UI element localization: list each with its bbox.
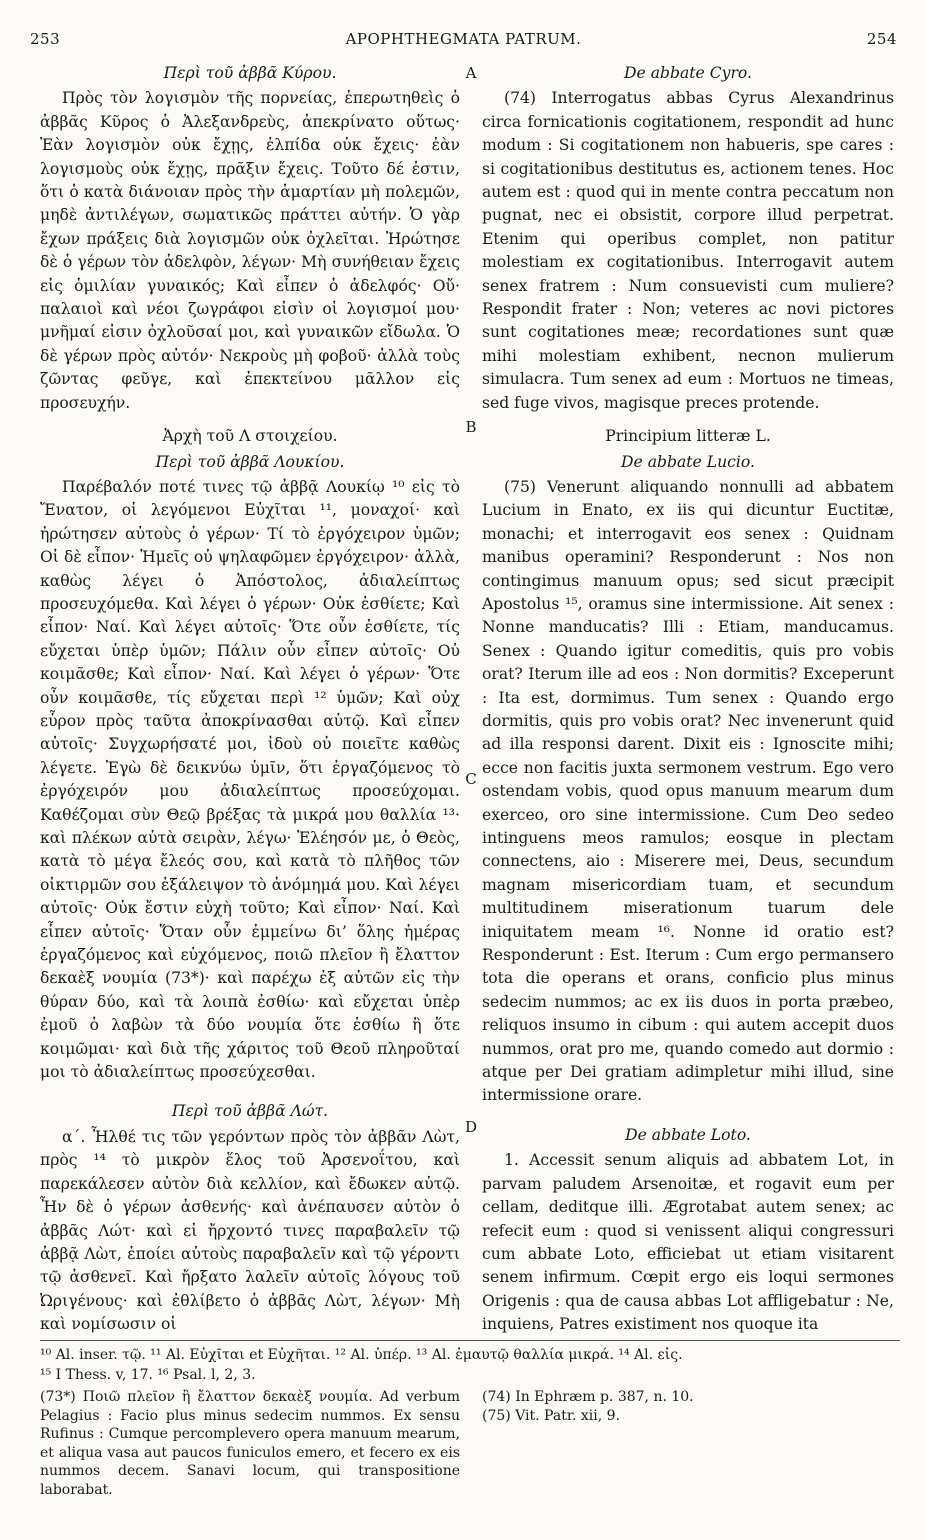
note-74: (74) In Ephræm p. 387, n. 10. xyxy=(482,1389,694,1405)
paragraph-cyrus-greek: Πρὸς τὸν λογισμὸν τῆς πορνείας, ἐπερωτηθεὶς ὁ ἀββᾶς Κῦρος ὁ Ἀλεξανδρεὺς, ἀπεκρίνατο οὕτως· Ἐὰν λογισμὸν οὐκ ἔχῃς, ἐλπίδα οὐκ ἔχεις· ἐὰν λογισμοὺς οὐκ ἔχῃς, πρᾶξιν ἔχεις. Τοῦτο δέ ἐστιν, ὅτι ὁ κατὰ διάνοιαν πρὸς τὴν ἁμαρτίαν μὴ πολεμῶν, μηδὲ ἀντιλέγων, σωματικῶς πράττει αὐτήν. Ὁ γὰρ ἔχων πράξεις διὰ λογισμῶν οὐκ ὀχλεῖται. Ἠρώτησε δὲ ὁ γέρων τὸν ἀδελφὸν, λέγων· Μὴ συνήθειαν ἔχεις εἰς ὁμιλίαν γυναικός; Καὶ εἶπεν ὁ ἀδελφός· Οὔ· παλαιοὶ καὶ νέοι ζωγράφοι εἰσὶν οἱ λογισμοί μου· μνῆμαί εἰσιν ὀχλοῦσαί μοι, καὶ γυναικῶν εἴδωλα. Ὁ δὲ γέρων πρὸς αὐτόν· Νεκροὺς μὴ φοβοῦ· ἀλλὰ τοὺς ζῶντας φεῦγε, καὶ ἐπεκτείνου μᾶλλον εἰς προσευχήν. xyxy=(40,89,460,412)
paragraph-lucius-latin: (75) Venerunt aliquando nonnulli ad abbatem Lucium in Enato, ex iis qui dicuntur Euctitæ, monachi; et interrogavit eos senex : Quidnam manibus operamini? Responderunt : Nos non contingimus manuum opus; sed sicut præcipit Apostolus ¹⁵, oramus sine intermissione. Ait senex : Nonne manducatis? Illi : Etiam, manducamus. Senex : Quando igitur comeditis, quis pro vobis orat? Iterum ille ad eos : Non dormitis? Exceperunt : Ita est, dormimus. Tum senex : Quando ergo dormitis, quis pro vobis orat? Nec invenerunt quid ad illa responsi darent. Dixit eis : Ignoscite mihi; ecce non facitis juxta sermonem vestrum. Ego vero ostendam vobis, quod opus manuum mearum dum exerceo, oro sine intermissione. Cum Deo sedeo intinguens meos ramulos; eosque in plectam connectens, aio : Miserere mei, Deus, secundum magnam misericordiam tuam, et secundum multitudinem miserationum tuarum dele iniquitatem meam ¹⁶. Nonne id oratio est? Responderunt : Est. Iterum : Cum ergo permansero tota die operans et orans, conficio plus minus sedecim nummos; ac ex iis duos in porta præbeo, reliquos insumo in cibum : qui autem accepit duos nummos, orat pro me, quando comedo aut dormio : atque per Dei gratiam adimpletur mihi illud, sine intermissione orare. xyxy=(482,477,894,1105)
heading-cyrus-greek: Περὶ τοῦ ἀββᾶ Κύρου. xyxy=(163,64,337,82)
heading-lucius-greek: Περὶ τοῦ ἀββᾶ Λουκίου. xyxy=(155,452,345,471)
note-73: (73*) Ποιῶ πλεῖον ἢ ἔλαττον δεκαὲξ νουμία. Ad verbum Pelagius : Facio plus minus sedecim nummos. Ex sensu Rufinus : Cumque percomplevero opera manuum mearum, et aliqua vasa aut paucos funiculos emero, et fecero ex eis nummos decem. Sanavi locum, qui transpositione laborabat. xyxy=(40,1389,460,1498)
footnote-rule xyxy=(40,1340,900,1341)
paragraph-lucius-greek: Παρέβαλόν ποτέ τινες τῷ ἀββᾷ Λουκίῳ ¹⁰ εἰς τὸ Ἔνατον, οἱ λεγόμενοι Εὐχῖται ¹¹, μοναχοί· καὶ ἠρώτησεν αὐτοὺς ὁ γέρων· Τί τὸ ἐργόχειρον ὑμῶν; Οἱ δὲ εἶπον· Ἡμεῖς οὐ ψηλαφῶμεν ἐργόχειρον· ἀλλὰ, καθὼς λέγει ὁ Ἀπόστολος, ἀδιαλείπτως προσευχόμεθα. Καὶ λέγει ὁ γέρων· Οὐκ ἐσθίετε; Καὶ εἶπον· Ναί. Καὶ λέγει αὐτοῖς· Ὅτε οὖν ἐσθίετε, τίς εὔχεται ὑπὲρ ὑμῶν; Πάλιν οὖν εἶπεν αὐτοῖς· Οὐ κοιμᾶσθε; Καὶ εἶπον· Ναί. Καὶ λέγει ὁ γέρων· Ὅτε οὖν κοιμᾶσθε, τίς εὔχεται περὶ ¹² ὑμῶν; Καὶ οὐχ εὗρον πρὸς ταῦτα ἀποκρίνασθαι αὐτῷ. Καὶ εἶπεν αὐτοῖς· Συγχωρήσατέ μοι, ἰδοὺ οὐ ποιεῖτε καθὼς λέγετε. Ἐγὼ δὲ δεικνύω ὑμῖν, ὅτι ἐργαζόμενος τὸ ἐργόχειρόν μου ἀδιαλείπτως προσεύχομαι. Καθέζομαι σὺν Θεῷ βρέξας τὰ μικρά μου θαλλία ¹³· καὶ πλέκων αὐτὰ σειρὰν, λέγω· Ἐλέησόν με, ὁ Θεὸς, κατὰ τὸ μέγα ἔλεός σου, καὶ κατὰ τὸ πλῆθος τῶν οἰκτιρμῶν σου ἐξάλειψον τὸ ἀνόμημά μου. Καὶ λέγει αὐτοῖς· Οὐκ ἔστιν εὐχὴ τοῦτο; Καὶ εἶπον· Ναί. Καὶ εἶπεν αὐτοῖς· Ὅταν οὖν ἐμμείνω δι’ ὅλης ἡμέρας ἐργαζόμενος καὶ εὐχόμενος, ποιῶ πλεῖον ἢ ἔλαττον δεκαὲξ νουμία (73*)· καὶ παρέχω ἐξ αὐτῶν εἰς τὴν θύραν δύο, καὶ τὰ λοιπὰ ἐσθίω· καὶ εὔχεται ὑπὲρ ἐμοῦ ὁ λαβὼν τὰ δύο νουμία ὅτε ἐσθίω ἢ ὅτε κοιμῶμαι· καὶ διὰ τῆς χάριτος τοῦ Θεοῦ πληροῦταί μοι τὸ ἀδιαλείπτως προσεύχεσθαι. xyxy=(40,477,460,1082)
margin-marker-b: B xyxy=(465,418,477,436)
heading-cyrus-latin: De abbate Cyro. xyxy=(624,64,752,82)
greek-column xyxy=(40,60,460,1337)
footnotes-line-2: ¹⁵ I Thess. v, 17. ¹⁶ Psal. l, 2, 3. xyxy=(40,1367,256,1383)
note-75: (75) Vit. Patr. xii, 9. xyxy=(482,1407,620,1424)
margin-marker-a: A xyxy=(465,64,477,82)
editor-note-left xyxy=(40,1388,460,1499)
editor-note-right xyxy=(482,1388,894,1425)
heading-lot-latin: De abbate Loto. xyxy=(625,1125,751,1144)
paragraph-lot-latin: 1. Accessit senum aliquis ad abbatem Lot, in parvam paludem Arsenoitæ, et rogavit eum per cellam, deditque illi. Ægrotabat autem senex; ac refecit eum : quod si venissent aliqui congressuri cum abbate Loto, efficiebat ut etiam visitarent senem infirmum. Cœpit ergo eis loqui sermones Origenis : qua de causa abbas Lot affligebatur : Ne, inquiens, Patres existiment nos quoque ita xyxy=(482,1151,894,1334)
paragraph-lot-greek: α΄. Ἦλθέ τις τῶν γερόντων πρὸς τὸν ἀββᾶν Λὼτ, πρὸς ¹⁴ τὸ μικρὸν ἕλος τοῦ Ἀρσενοΐτου, καὶ παρεκάλεσεν αὐτὸν διὰ κελλίον, καὶ ἔδωκεν αὐτῷ. Ἦν δὲ ὁ γέρων ἀσθενής· καὶ ἀνέπαυσεν αὐτὸν ὁ ἀββᾶς Λώτ· καὶ εἰ ἤρχοντό τινες παραβαλεῖν τῷ ἀββᾷ Λὼτ, ἐποίει αὐτοὺς παραβαλεῖν καὶ τῷ γέροντι τῷ ἀσθενεῖ. Καὶ ἤρξατο λαλεῖν αὐτοῖς λόγους τοῦ Ὠριγένους· καὶ ἐθλίβετο ὁ ἀββᾶς Λὼτ, λέγων· Μὴ καὶ νομίσωσιν οἱ xyxy=(40,1127,460,1334)
heading-letter-latin: Principium litteræ L. xyxy=(605,427,771,446)
paragraph-cyrus-latin: (74) Interrogatus abbas Cyrus Alexandrinus circa fornicationis cogitationem, respondit ad hunc modum : Si cogitationem non habueris, spe cares : si cogitationibus destitutus es, actionem tenes. Hoc autem est : quod qui in mente contra peccatum non pugnat, nec ei obsistit, corpore illud perpetrat. Etenim qui operibus complet, non patitur molestiam ex cogitationibus. Interrogavit autem senex fratrem : Num consuevisti cum muliere? Respondit frater : Non; veteres ac novi pictores sunt cogitationes meæ; recordationes sunt quæ mihi molestiam exhibent, necnon mulierum simulacra. Tum senex ad eum : Mortuos ne timeas, sed fuge vivos, magisque preces protende. xyxy=(482,89,894,412)
page-number-left: 253 xyxy=(30,30,61,48)
heading-lot-greek: Περὶ τοῦ ἀββᾶ Λώτ. xyxy=(171,1102,329,1121)
heading-letter-greek: Ἀρχὴ τοῦ Λ στοιχείου. xyxy=(162,427,338,446)
running-title: APOPHTHEGMATA PATRUM. xyxy=(345,30,582,48)
page-number-right: 254 xyxy=(866,30,897,48)
margin-marker-d: D xyxy=(464,1118,478,1136)
footnotes-line-1: ¹⁰ Al. inser. τῷ. ¹¹ Al. Εὐχῖται et Εὐχῆται. ¹² Al. ὑπέρ. ¹³ Al. ἐμαυτῷ θαλλία μικρά. ¹⁴ Al. εἰς. xyxy=(40,1347,683,1363)
margin-marker-c: C xyxy=(465,770,477,788)
heading-lucius-latin: De abbate Lucio. xyxy=(621,452,755,471)
running-head xyxy=(30,30,897,54)
latin-column xyxy=(482,60,894,1337)
